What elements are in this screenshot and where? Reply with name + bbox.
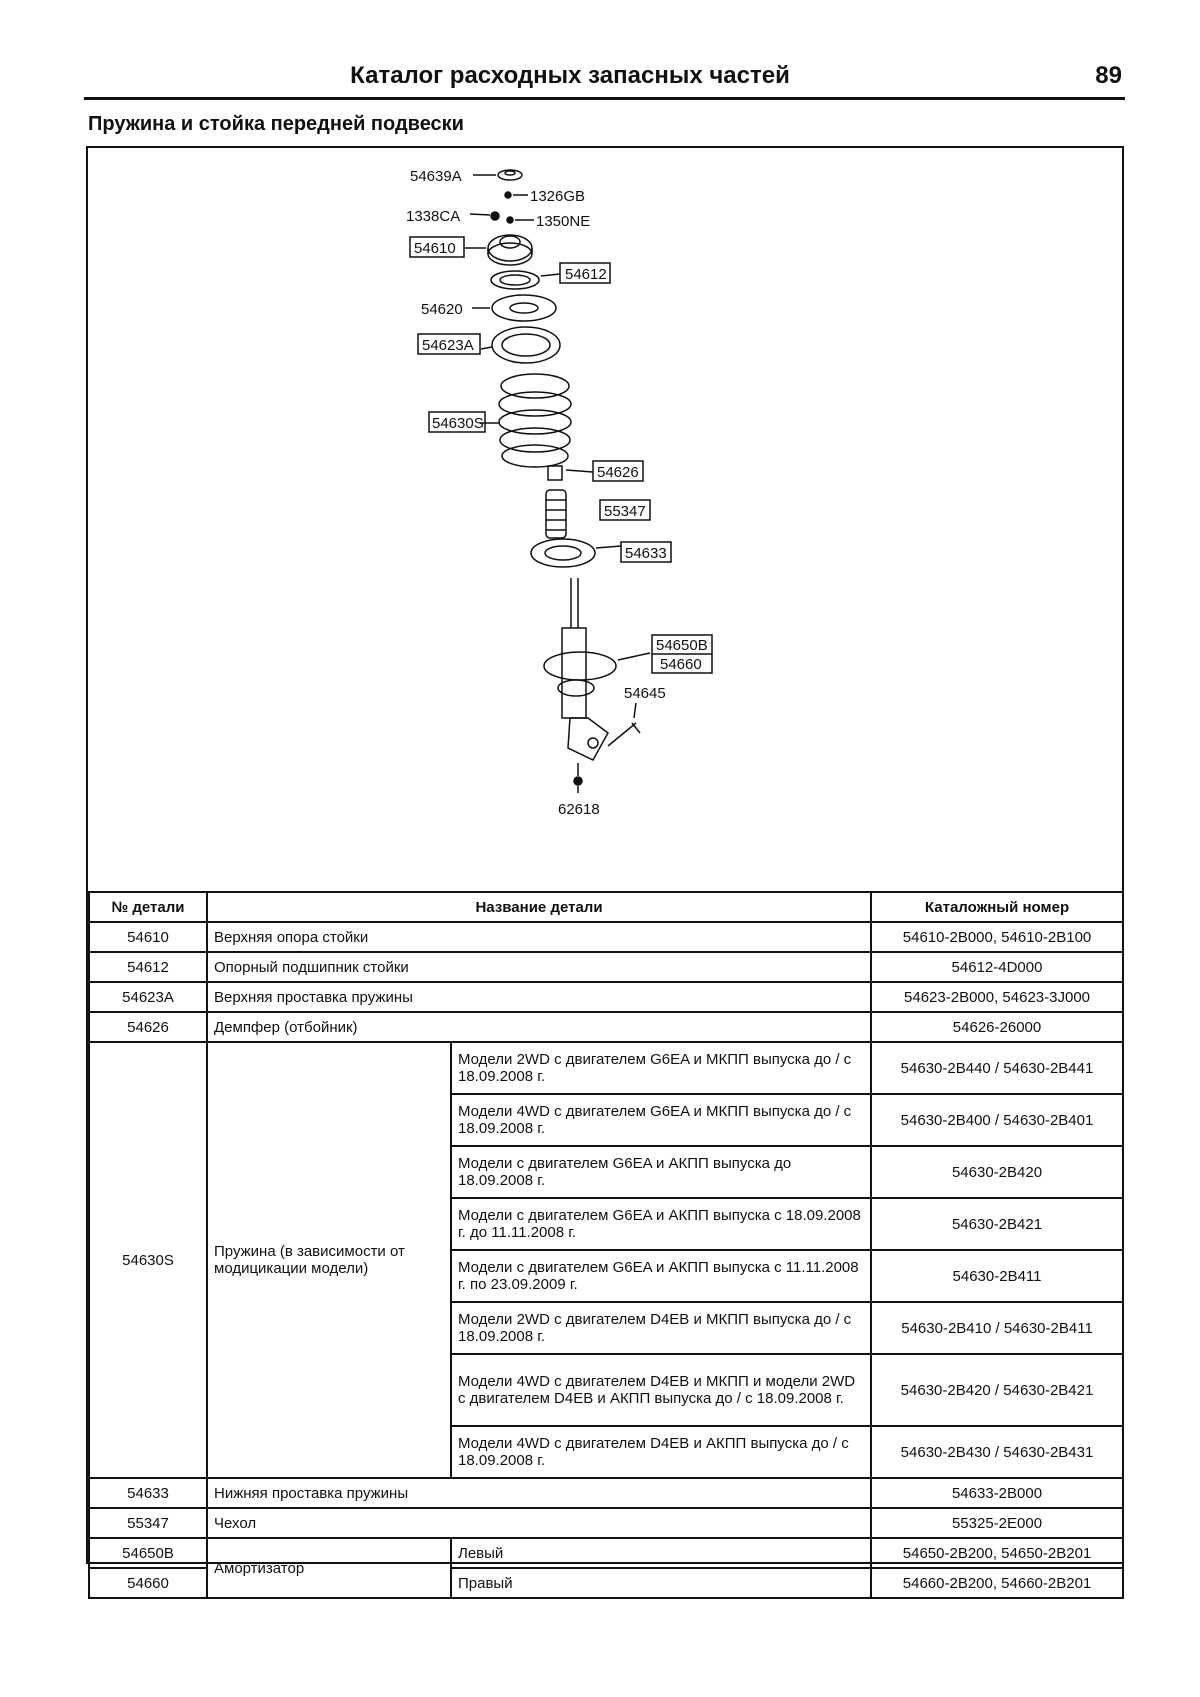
part-no: 54626 [89,1012,207,1042]
variant-desc: Модели 2WD с двигателем G6EA и МКПП выпуска до / с 18.09.2008 г. [451,1042,871,1094]
catalog-number: 54630-2B430 / 54630-2B431 [871,1426,1123,1478]
shock-side: Левый [451,1538,871,1568]
part-no: 54660 [89,1568,207,1598]
variant-desc: Модели с двигателем G6EA и АКПП выпуска до 18.09.2008 г. [451,1146,871,1198]
catalog-number: 54633-2B000 [871,1478,1123,1508]
bearing-part [491,271,539,289]
col-header-name: Название детали [207,892,871,922]
part-name: Опорный подшипник стойки [207,952,871,982]
label-54633: 54633 [625,545,667,562]
lower-spacer-part [531,539,595,567]
col-header-part-no: № детали [89,892,207,922]
variant-desc: Модели 4WD с двигателем D4EB и АКПП выпуска до / с 18.09.2008 г. [451,1426,871,1478]
part-no: 54610 [89,922,207,952]
catalog-number: 54630-2B400 / 54630-2B401 [871,1094,1123,1146]
variant-desc: Модели 2WD с двигателем D4EB и МКПП выпуска до / с 18.09.2008 г. [451,1302,871,1354]
label-54626: 54626 [597,464,639,481]
parts-table [88,891,1124,1599]
catalog-number: 54630-2B410 / 54630-2B411 [871,1302,1123,1354]
part-name: Верхняя проставка пружины [207,982,871,1012]
part-name: Демпфер (отбойник) [207,1012,871,1042]
part-name: Чехол [207,1508,871,1538]
content-frame [86,146,1124,1592]
table-row [89,1538,1123,1568]
label-1350NE: 1350NE [536,213,591,230]
shock-absorber-part [544,578,616,760]
exploded-diagram [88,148,1122,891]
washer-part [492,295,556,321]
label-54612: 54612 [565,266,607,283]
label-1338CA: 1338CA [406,208,461,225]
nut-part [505,192,511,198]
variant-desc: Модели 4WD с двигателем G6EA и МКПП выпуска до / с 18.09.2008 г. [451,1094,871,1146]
label-54620: 54620 [421,301,463,318]
catalog-number: 54623-2B000, 54623-3J000 [871,982,1123,1012]
label-1326GB: 1326GB [530,188,586,205]
part-no: 54623A [89,982,207,1012]
part-name: Нижняя проставка пружины [207,1478,871,1508]
catalog-number: 54660-2B200, 54660-2B201 [871,1568,1123,1598]
table-row [89,1478,1123,1508]
label-54610: 54610 [414,240,456,257]
table-row [89,1012,1123,1042]
catalog-number: 54630-2B420 / 54630-2B421 [871,1354,1123,1426]
col-header-catalog: Каталожный номер [871,892,1123,922]
label-62618: 62618 [558,801,600,818]
part-no: 54612 [89,952,207,982]
spring-name: Пружина (в зависимости от модицикации модели) [207,1042,451,1478]
catalog-number: 54610-2B000, 54610-2B100 [871,922,1123,952]
table-row [89,982,1123,1012]
strut-diagram-svg [88,148,1122,891]
variant-desc: Модели с двигателем G6EA и АКПП выпуска с 11.11.2008 г. по 23.09.2009 г. [451,1250,871,1302]
label-54650B: 54650B [656,637,708,654]
catalog-title: Каталог расходных запасных частей [350,62,790,89]
table-header-row [89,892,1123,922]
label-54623A: 54623A [422,337,474,354]
coil-spring-part [499,374,571,467]
dust-boot-part [546,490,566,538]
catalog-number: 54650-2B200, 54650-2B201 [871,1538,1123,1568]
label-54630S: 54630S [432,415,484,432]
part-name: Верхняя опора стойки [207,922,871,952]
section-title: Пружина и стойка передней подвески [88,113,464,135]
table-row [89,922,1123,952]
label-54660: 54660 [660,656,702,673]
catalog-number: 54630-2B411 [871,1250,1123,1302]
table-row [89,1508,1123,1538]
variant-desc: Модели 4WD с двигателем D4EB и МКПП и модели 2WD с двигателем D4EB и АКПП выпуска до / с 18.09.2008 г. [451,1354,871,1426]
catalog-number: 55325-2E000 [871,1508,1123,1538]
variant-desc: Модели с двигателем G6EA и АКПП выпуска с 18.09.2008 г. до 11.11.2008 г. [451,1198,871,1250]
shock-name: Амортизатор [207,1538,451,1598]
table-row [89,1042,1123,1094]
label-55347: 55347 [604,503,646,520]
catalog-number: 54630-2B440 / 54630-2B441 [871,1042,1123,1094]
catalog-number: 54630-2B420 [871,1146,1123,1198]
part-no: 55347 [89,1508,207,1538]
spring-part-no: 54630S [89,1042,207,1478]
header-rule [84,97,1125,100]
part-no: 54650B [89,1538,207,1568]
catalog-number: 54612-4D000 [871,952,1123,982]
label-54639A: 54639A [410,168,462,185]
catalog-number: 54630-2B421 [871,1198,1123,1250]
bump-stop-part [548,466,562,480]
page-number: 89 [1095,62,1122,89]
shock-side: Правый [451,1568,871,1598]
catalog-number: 54626-26000 [871,1012,1123,1042]
label-54645: 54645 [624,685,666,702]
table-row [89,952,1123,982]
part-no: 54633 [89,1478,207,1508]
